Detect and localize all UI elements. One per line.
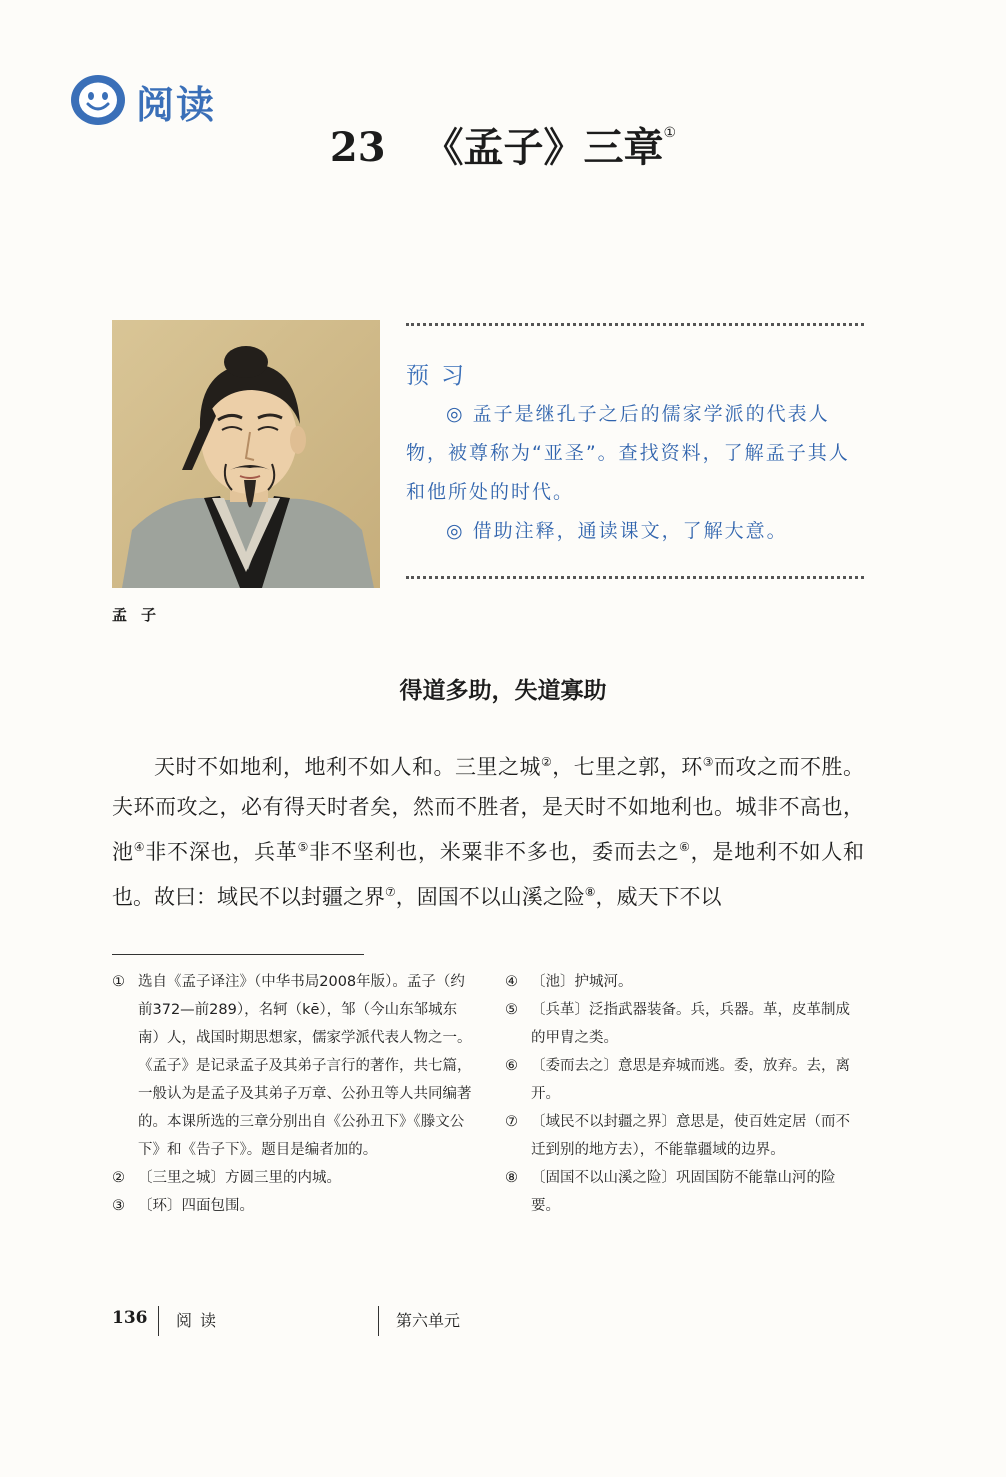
footnote-text: 〔三里之城〕方圆三里的内城。 — [138, 1170, 341, 1186]
text-segment: 非不深也，兵革 — [145, 840, 298, 864]
lesson-title — [0, 116, 1006, 173]
note-mark: ⑤ — [297, 840, 310, 854]
footnote — [505, 996, 863, 1052]
lesson-number: 23 — [329, 124, 386, 171]
title-note-mark: ① — [663, 125, 677, 141]
chapter-title: 得道多助，失道寡助 — [399, 678, 607, 704]
text-segment: ，七里之郭，环 — [552, 755, 703, 779]
footnote-mark: ① — [112, 974, 125, 990]
chapter-paragraph — [112, 742, 864, 917]
text-segment: ，固国不以山溪之险 — [395, 885, 585, 909]
footnote-mark: ② — [112, 1170, 125, 1186]
footnote — [505, 1164, 863, 1220]
note-mark: ④ — [133, 840, 146, 854]
preview-body — [406, 395, 866, 551]
mencius-portrait — [112, 320, 380, 588]
footnote — [112, 1164, 474, 1192]
section-label: 阅读 — [136, 83, 217, 127]
footnote-text: 〔环〕四面包围。 — [138, 1198, 254, 1214]
footnote — [112, 1192, 474, 1220]
footer-unit: 第六单元 — [396, 1311, 461, 1330]
preview-heading: 预习 — [406, 363, 476, 389]
footer-divider — [158, 1306, 159, 1336]
footnotes-left-column — [112, 968, 474, 1220]
footnote-mark: ⑦ — [505, 1114, 518, 1130]
footnote — [112, 968, 474, 1164]
footnotes-right-column — [505, 968, 863, 1220]
footnote-mark: ③ — [112, 1198, 125, 1214]
text-segment: 非不坚利也，米粟非不多也，委而去之 — [309, 840, 680, 864]
footnote-divider — [112, 954, 364, 955]
note-mark: ⑥ — [679, 840, 691, 854]
note-mark: ⑦ — [385, 885, 396, 899]
footnote-text: 〔委而去之〕意思是弃城而逃。委，放弃。去，离开。 — [531, 1058, 850, 1102]
footer-section: 阅读 — [176, 1311, 225, 1330]
footnote-mark: ④ — [505, 974, 518, 990]
footnote-mark: ⑤ — [505, 1002, 518, 1018]
preview-item: ◎ 孟子是继孔子之后的儒家学派的代表人物，被尊称为“亚圣”。查找资料，了解孟子其人和他所处的时代。 — [406, 403, 850, 503]
footnote — [505, 968, 863, 996]
footnote — [505, 1108, 863, 1164]
text-segment: ，威天下不以 — [595, 885, 722, 909]
chapter-body — [112, 742, 864, 917]
preview-top-divider — [406, 323, 864, 326]
page-number: 136 — [112, 1308, 148, 1328]
lesson-title-text: 《孟子》三章 — [423, 124, 664, 171]
portrait-caption: 孟子 — [112, 606, 171, 624]
footnote-mark: ⑧ — [505, 1170, 518, 1186]
footnote-text: 〔兵革〕泛指武器装备。兵，兵器。革，皮革制成的甲胄之类。 — [531, 1002, 850, 1046]
text-segment: ，是地利不如人和也。故曰：域民不以封疆之界 — [112, 840, 865, 909]
note-mark: ③ — [702, 755, 715, 769]
preview-item: ◎ 借助注释，通读课文，了解大意。 — [446, 520, 788, 542]
footer-divider — [378, 1306, 379, 1336]
footnote-text: 〔固国不以山溪之险〕巩固国防不能靠山河的险要。 — [531, 1170, 836, 1214]
text-segment: 天时不如地利，地利不如人和。三里之城 — [154, 755, 541, 779]
footnote — [505, 1052, 863, 1108]
footnote-text: 〔域民不以封疆之界〕意思是，使百姓定居（而不迁到别的地方去），不能靠疆域的边界。 — [531, 1114, 850, 1158]
footnote-text: 〔池〕护城河。 — [531, 974, 633, 990]
preview-bottom-divider — [406, 576, 864, 579]
text-segment: 而攻之而不胜。夫环而攻之，必有得天时者矣，然而不胜者，是天时不如地利也。城非不高也，池 — [112, 755, 865, 864]
footnote-mark: ⑥ — [505, 1058, 518, 1074]
footnote-text: 选自《孟子译注》（中华书局2008年版）。孟子（约前372—前289），名轲（kē），邹（今山东邹城东南）人，战国时期思想家，儒家学派代表人物之一。《孟子》是记录孟子及其弟子言行的著作，共七篇，一般认为是孟子及其弟子万章、公孙丑等人共同编著的。本课所选的三章分别出自《公孙丑下》《滕文公下》和《告子下》。题目是编者加的。 — [138, 974, 472, 1158]
note-mark: ⑧ — [584, 885, 596, 899]
note-mark: ② — [540, 755, 553, 769]
